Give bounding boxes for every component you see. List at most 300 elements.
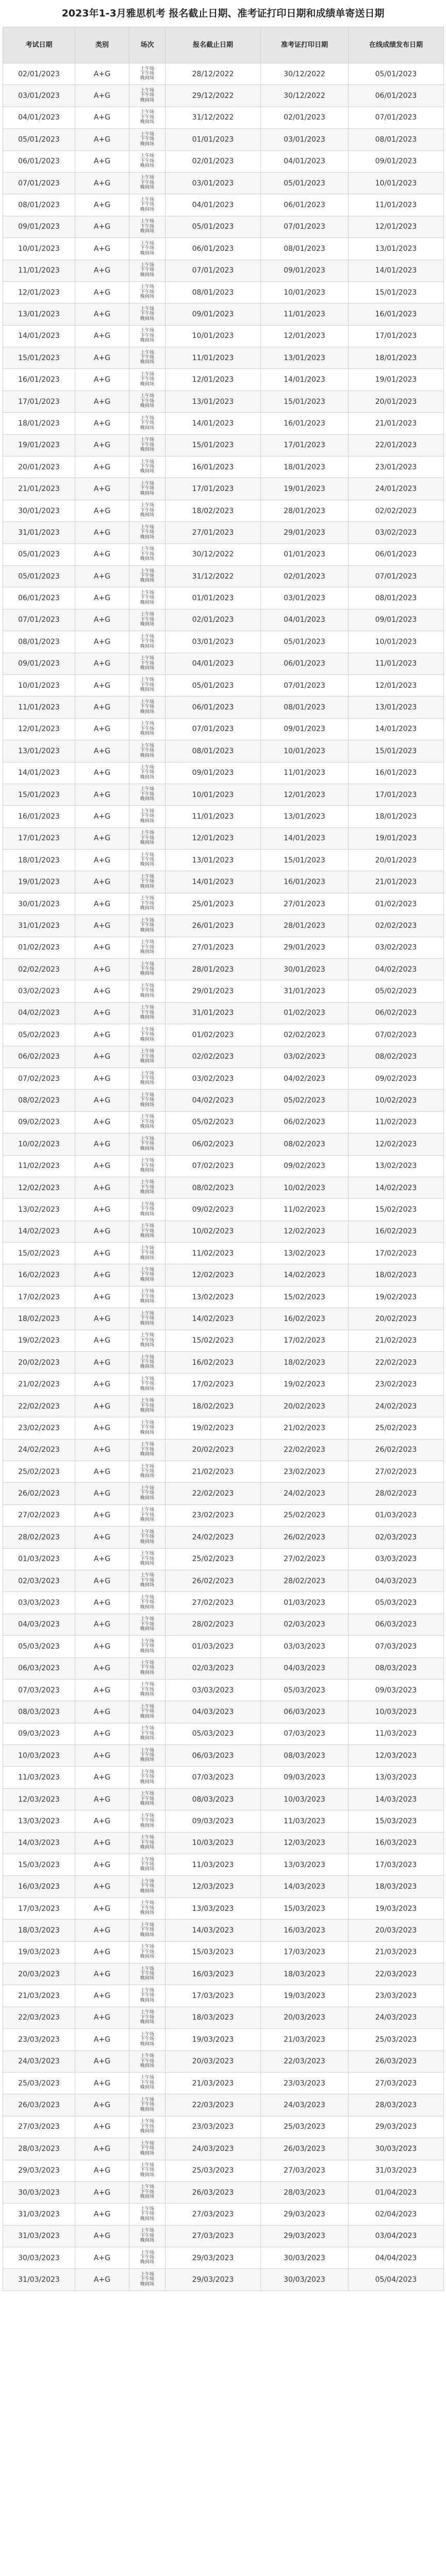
cell-result-date: 24/02/2023 (349, 1395, 444, 1417)
session-line: 晚间场 (140, 163, 154, 168)
session-line: 上午场 (140, 1071, 154, 1076)
cell-category: A+G (75, 1920, 129, 1941)
session-line: 上午场 (140, 415, 154, 421)
cell-registration-deadline: 20/03/2023 (166, 2050, 261, 2072)
cell-category: A+G (75, 172, 129, 194)
cell-registration-deadline: 15/01/2023 (166, 434, 261, 456)
cell-ticket-print-date: 08/03/2023 (261, 1745, 349, 1767)
session-line: 下午场 (140, 1534, 154, 1540)
session-line: 下午场 (140, 1075, 154, 1081)
cell-category: A+G (75, 1243, 129, 1264)
session-line: 下午场 (140, 1447, 154, 1452)
cell-registration-deadline: 10/01/2023 (166, 784, 261, 805)
cell-category: A+G (75, 959, 129, 980)
cell-session (129, 1788, 166, 1810)
session-line: 下午场 (140, 879, 154, 885)
cell-session (129, 1111, 166, 1133)
cell-category: A+G (75, 522, 129, 544)
cell-result-date: 05/02/2023 (349, 980, 444, 1002)
cell-exam-date: 31/03/2023 (3, 2269, 75, 2291)
session-line: 晚间场 (140, 360, 154, 365)
cell-ticket-print-date: 02/03/2023 (261, 1614, 349, 1635)
cell-category: A+G (75, 2225, 129, 2247)
session-line: 晚间场 (140, 1299, 154, 1304)
cell-registration-deadline: 16/03/2023 (166, 1963, 261, 1985)
cell-session (129, 2181, 166, 2203)
session-line: 下午场 (140, 158, 154, 164)
cell-session (129, 1832, 166, 1854)
cell-session (129, 1854, 166, 1876)
session-line: 上午场 (140, 677, 154, 683)
cell-registration-deadline: 22/03/2023 (166, 2094, 261, 2116)
cell-result-date: 20/02/2023 (349, 1308, 444, 1330)
cell-exam-date: 07/01/2023 (3, 609, 75, 631)
cell-result-date: 08/01/2023 (349, 587, 444, 609)
session-line: 上午场 (140, 197, 154, 202)
cell-ticket-print-date: 22/02/2023 (261, 1439, 349, 1461)
session-line: 下午场 (140, 682, 154, 688)
cell-category: A+G (75, 1636, 129, 1657)
session-line: 下午场 (140, 1840, 154, 1845)
table-body (3, 63, 444, 2291)
table-row (3, 500, 444, 521)
cell-category: A+G (75, 1614, 129, 1635)
session-line: 晚间场 (140, 1430, 154, 1435)
cell-result-date: 19/01/2023 (349, 827, 444, 849)
session-line: 上午场 (140, 241, 154, 246)
cell-category: A+G (75, 1067, 129, 1089)
table-row (3, 303, 444, 325)
session-line: 上午场 (140, 175, 154, 181)
cell-exam-date: 23/02/2023 (3, 1417, 75, 1439)
cell-ticket-print-date: 07/01/2023 (261, 216, 349, 238)
session-line: 晚间场 (140, 2238, 154, 2244)
cell-category: A+G (75, 2094, 129, 2116)
cell-ticket-print-date: 13/02/2023 (261, 1243, 349, 1264)
session-line: 晚间场 (140, 207, 154, 212)
session-line: 晚间场 (140, 120, 154, 125)
cell-ticket-print-date: 09/02/2023 (261, 1155, 349, 1177)
cell-session (129, 1745, 166, 1767)
cell-exam-date: 18/03/2023 (3, 1920, 75, 1941)
session-line: 上午场 (140, 437, 154, 443)
session-line: 下午场 (140, 114, 154, 120)
cell-registration-deadline: 09/01/2023 (166, 303, 261, 325)
session-line: 下午场 (140, 420, 154, 426)
cell-category: A+G (75, 1941, 129, 1963)
cell-category: A+G (75, 718, 129, 740)
cell-ticket-print-date: 19/01/2023 (261, 478, 349, 500)
cell-category: A+G (75, 1897, 129, 1919)
session-line: 上午场 (140, 503, 154, 509)
cell-exam-date: 11/01/2023 (3, 260, 75, 281)
cell-session (129, 1920, 166, 1941)
session-line: 下午场 (140, 93, 154, 98)
cell-session (129, 172, 166, 194)
session-line: 上午场 (140, 765, 154, 771)
table-row (3, 194, 444, 216)
session-line: 晚间场 (140, 1320, 154, 1326)
cell-exam-date: 01/03/2023 (3, 1548, 75, 1570)
cell-session (129, 63, 166, 85)
table-row (3, 1264, 444, 1286)
cell-result-date: 14/02/2023 (349, 1177, 444, 1198)
cell-registration-deadline: 05/03/2023 (166, 1723, 261, 1744)
session-line: 下午场 (140, 289, 154, 295)
cell-session (129, 1133, 166, 1155)
table-row (3, 85, 444, 107)
cell-category: A+G (75, 325, 129, 347)
cell-result-date: 09/01/2023 (349, 150, 444, 172)
cell-result-date: 08/03/2023 (349, 1657, 444, 1679)
session-line: 下午场 (140, 202, 154, 208)
cell-session (129, 1243, 166, 1264)
cell-registration-deadline: 08/03/2023 (166, 1788, 261, 1810)
cell-ticket-print-date: 30/01/2023 (261, 959, 349, 980)
cell-ticket-print-date: 06/01/2023 (261, 653, 349, 674)
table-row (3, 674, 444, 696)
session-line: 下午场 (140, 2189, 154, 2195)
session-line: 下午场 (140, 180, 154, 185)
session-line: 下午场 (140, 835, 154, 841)
cell-exam-date: 07/02/2023 (3, 1067, 75, 1089)
session-line: 上午场 (140, 787, 154, 792)
cell-session (129, 1417, 166, 1439)
cell-exam-date: 10/01/2023 (3, 674, 75, 696)
cell-session (129, 1024, 166, 1046)
cell-registration-deadline: 31/12/2022 (166, 565, 261, 587)
cell-session (129, 1155, 166, 1177)
cell-session (129, 697, 166, 718)
cell-exam-date: 04/03/2023 (3, 1614, 75, 1635)
session-line: 上午场 (140, 874, 154, 879)
session-line: 晚间场 (140, 731, 154, 737)
cell-session (129, 1046, 166, 1067)
cell-category: A+G (75, 478, 129, 500)
cell-session (129, 522, 166, 544)
session-line: 下午场 (140, 398, 154, 404)
cell-exam-date: 17/01/2023 (3, 391, 75, 412)
cell-result-date: 30/03/2023 (349, 2138, 444, 2160)
cell-registration-deadline: 10/02/2023 (166, 1221, 261, 1242)
cell-category: A+G (75, 1395, 129, 1417)
cell-registration-deadline: 17/01/2023 (166, 478, 261, 500)
cell-registration-deadline: 15/03/2023 (166, 1941, 261, 1963)
session-line: 上午场 (140, 88, 154, 93)
cell-result-date: 22/03/2023 (349, 1963, 444, 1985)
cell-session (129, 2072, 166, 2094)
session-line: 下午场 (140, 551, 154, 557)
cell-registration-deadline: 14/02/2023 (166, 1308, 261, 1330)
cell-registration-deadline: 11/03/2023 (166, 1854, 261, 1876)
cell-result-date: 21/03/2023 (349, 1941, 444, 1963)
cell-registration-deadline: 26/01/2023 (166, 915, 261, 937)
cell-registration-deadline: 17/02/2023 (166, 1374, 261, 1395)
cell-exam-date: 21/02/2023 (3, 1374, 75, 1395)
cell-registration-deadline: 31/01/2023 (166, 1002, 261, 1024)
table-row (3, 478, 444, 500)
cell-category: A+G (75, 1199, 129, 1221)
session-line: 晚间场 (140, 1932, 154, 1938)
session-line: 下午场 (140, 704, 154, 710)
cell-session (129, 740, 166, 762)
table-row (3, 565, 444, 587)
cell-category: A+G (75, 238, 129, 260)
cell-registration-deadline: 19/02/2023 (166, 1417, 261, 1439)
cell-category: A+G (75, 1024, 129, 1046)
session-line: 上午场 (140, 1005, 154, 1011)
cell-category: A+G (75, 1286, 129, 1308)
session-line: 下午场 (140, 1927, 154, 1933)
header-admission-ticket-print-date: 准考证打印日期 (261, 27, 349, 63)
cell-registration-deadline: 07/03/2023 (166, 1767, 261, 1788)
cell-session (129, 674, 166, 696)
cell-result-date: 13/03/2023 (349, 1767, 444, 1788)
session-line: 下午场 (140, 1600, 154, 1605)
table-row (3, 107, 444, 128)
table-row (3, 347, 444, 369)
table-row (3, 2138, 444, 2160)
session-line: 下午场 (140, 791, 154, 797)
cell-exam-date: 09/03/2023 (3, 1723, 75, 1744)
cell-category: A+G (75, 150, 129, 172)
cell-category: A+G (75, 369, 129, 391)
session-line: 下午场 (140, 1337, 154, 1343)
session-line: 上午场 (140, 1682, 154, 1688)
table-row (3, 1636, 444, 1657)
cell-ticket-print-date: 16/01/2023 (261, 871, 349, 893)
session-line: 上午场 (140, 1398, 154, 1404)
cell-ticket-print-date: 12/03/2023 (261, 1832, 349, 1854)
cell-ticket-print-date: 03/02/2023 (261, 1046, 349, 1067)
session-line: 晚间场 (140, 1364, 154, 1370)
cell-result-date: 19/01/2023 (349, 369, 444, 391)
cell-exam-date: 19/01/2023 (3, 871, 75, 893)
cell-registration-deadline: 14/03/2023 (166, 1920, 261, 1941)
session-line: 上午场 (140, 1704, 154, 1709)
cell-exam-date: 07/01/2023 (3, 172, 75, 194)
session-line: 下午场 (140, 355, 154, 361)
session-line: 下午场 (140, 1993, 154, 1998)
session-line: 晚间场 (140, 1604, 154, 1610)
cell-result-date: 05/03/2023 (349, 1592, 444, 1614)
cell-ticket-print-date: 04/03/2023 (261, 1657, 349, 1679)
cell-exam-date: 26/03/2023 (3, 2094, 75, 2116)
cell-result-date: 31/03/2023 (349, 2160, 444, 2181)
cell-registration-deadline: 23/03/2023 (166, 2116, 261, 2138)
cell-ticket-print-date: 17/02/2023 (261, 1330, 349, 1351)
cell-exam-date: 04/01/2023 (3, 107, 75, 128)
cell-category: A+G (75, 1570, 129, 1591)
cell-session (129, 150, 166, 172)
cell-result-date: 27/02/2023 (349, 1461, 444, 1483)
cell-ticket-print-date: 16/01/2023 (261, 413, 349, 434)
cell-result-date: 07/02/2023 (349, 1024, 444, 1046)
session-line: 晚间场 (140, 1255, 154, 1261)
session-line: 下午场 (140, 464, 154, 469)
cell-result-date: 28/02/2023 (349, 1483, 444, 1504)
cell-session (129, 2138, 166, 2160)
cell-registration-deadline: 25/03/2023 (166, 2160, 261, 2181)
session-line: 晚间场 (140, 1867, 154, 1872)
session-line: 下午场 (140, 1097, 154, 1103)
session-line: 上午场 (140, 2250, 154, 2256)
table-row (3, 260, 444, 281)
session-line: 下午场 (140, 748, 154, 754)
session-line: 上午场 (140, 481, 154, 486)
session-line: 上午场 (140, 1464, 154, 1469)
cell-result-date: 04/04/2023 (349, 2247, 444, 2269)
cell-category: A+G (75, 1504, 129, 1526)
cell-session (129, 2225, 166, 2247)
session-line: 晚间场 (140, 1823, 154, 1828)
cell-result-date: 12/01/2023 (349, 674, 444, 696)
cell-category: A+G (75, 762, 129, 784)
session-line: 晚间场 (140, 2107, 154, 2112)
cell-result-date: 21/01/2023 (349, 413, 444, 434)
cell-registration-deadline: 27/03/2023 (166, 2204, 261, 2225)
cell-category: A+G (75, 2204, 129, 2225)
session-line: 下午场 (140, 137, 154, 142)
cell-category: A+G (75, 347, 129, 369)
cell-registration-deadline: 29/12/2022 (166, 85, 261, 107)
cell-registration-deadline: 02/03/2023 (166, 1657, 261, 1679)
cell-registration-deadline: 21/02/2023 (166, 1461, 261, 1483)
session-line: 下午场 (140, 1010, 154, 1015)
session-line: 下午场 (140, 660, 154, 666)
cell-exam-date: 15/03/2023 (3, 1854, 75, 1876)
cell-category: A+G (75, 434, 129, 456)
table-row (3, 1352, 444, 1374)
cell-ticket-print-date: 20/02/2023 (261, 1395, 349, 1417)
table-row (3, 1177, 444, 1198)
cell-session (129, 260, 166, 281)
cell-registration-deadline: 06/01/2023 (166, 238, 261, 260)
cell-ticket-print-date: 04/01/2023 (261, 609, 349, 631)
session-line: 上午场 (140, 263, 154, 268)
table-row (3, 325, 444, 347)
cell-category: A+G (75, 2138, 129, 2160)
cell-registration-deadline: 28/01/2023 (166, 959, 261, 980)
session-line: 上午场 (140, 940, 154, 945)
session-line: 晚间场 (140, 1779, 154, 1785)
cell-ticket-print-date: 10/02/2023 (261, 1177, 349, 1198)
header-session: 场次 (129, 27, 166, 63)
session-line: 下午场 (140, 1643, 154, 1649)
cell-category: A+G (75, 1527, 129, 1548)
cell-category: A+G (75, 740, 129, 762)
table-row (3, 1854, 444, 1876)
cell-ticket-print-date: 25/02/2023 (261, 1504, 349, 1526)
table-row (3, 850, 444, 871)
table-row (3, 1439, 444, 1461)
cell-ticket-print-date: 29/01/2023 (261, 937, 349, 958)
session-line: 下午场 (140, 530, 154, 535)
cell-category: A+G (75, 1832, 129, 1854)
session-line: 下午场 (140, 1141, 154, 1147)
cell-ticket-print-date: 14/02/2023 (261, 1264, 349, 1286)
cell-result-date: 09/03/2023 (349, 1679, 444, 1701)
cell-exam-date: 24/03/2023 (3, 2050, 75, 2072)
session-line: 下午场 (140, 1731, 154, 1736)
cell-category: A+G (75, 1330, 129, 1351)
table-row (3, 456, 444, 478)
table-row (3, 1548, 444, 1570)
cell-result-date: 15/02/2023 (349, 1199, 444, 1221)
session-line: 上午场 (140, 306, 154, 312)
session-line: 上午场 (140, 219, 154, 225)
cell-exam-date: 13/01/2023 (3, 740, 75, 762)
cell-registration-deadline: 25/01/2023 (166, 893, 261, 914)
cell-result-date: 24/03/2023 (349, 2007, 444, 2028)
session-line: 下午场 (140, 1884, 154, 1889)
session-line: 晚间场 (140, 1845, 154, 1851)
cell-ticket-print-date: 10/01/2023 (261, 281, 349, 303)
cell-session (129, 762, 166, 784)
cell-session (129, 850, 166, 871)
cell-category: A+G (75, 587, 129, 609)
cell-exam-date: 17/01/2023 (3, 827, 75, 849)
cell-session (129, 1286, 166, 1308)
cell-session (129, 1767, 166, 1788)
session-line: 晚间场 (140, 993, 154, 998)
cell-result-date: 17/03/2023 (349, 1854, 444, 1876)
cell-exam-date: 12/01/2023 (3, 718, 75, 740)
cell-registration-deadline: 29/03/2023 (166, 2269, 261, 2291)
cell-ticket-print-date: 19/03/2023 (261, 1985, 349, 2007)
cell-result-date: 09/01/2023 (349, 609, 444, 631)
session-line: 上午场 (140, 2228, 154, 2234)
cell-registration-deadline: 19/03/2023 (166, 2029, 261, 2050)
cell-exam-date: 08/03/2023 (3, 1701, 75, 1723)
cell-session (129, 587, 166, 609)
session-line: 上午场 (140, 1966, 154, 1972)
session-line: 上午场 (140, 918, 154, 923)
session-line: 晚间场 (140, 1517, 154, 1523)
cell-registration-deadline: 26/03/2023 (166, 2181, 261, 2203)
cell-session (129, 107, 166, 128)
cell-result-date: 13/01/2023 (349, 697, 444, 718)
cell-category: A+G (75, 784, 129, 805)
session-line: 晚间场 (140, 687, 154, 693)
cell-category: A+G (75, 85, 129, 107)
cell-registration-deadline: 04/01/2023 (166, 194, 261, 216)
cell-ticket-print-date: 05/03/2023 (261, 1679, 349, 1701)
cell-category: A+G (75, 1046, 129, 1067)
session-line: 晚间场 (140, 2020, 154, 2025)
session-line: 上午场 (140, 1813, 154, 1819)
cell-category: A+G (75, 1352, 129, 1374)
table-row (3, 718, 444, 740)
cell-ticket-print-date: 03/03/2023 (261, 1636, 349, 1657)
cell-category: A+G (75, 806, 129, 827)
session-line: 上午场 (140, 743, 154, 749)
session-line: 下午场 (140, 770, 154, 775)
cell-exam-date: 16/01/2023 (3, 369, 75, 391)
session-line: 下午场 (140, 1032, 154, 1038)
session-line: 下午场 (140, 2037, 154, 2042)
cell-result-date: 14/01/2023 (349, 260, 444, 281)
cell-result-date: 20/01/2023 (349, 391, 444, 412)
session-line: 下午场 (140, 1119, 154, 1125)
cell-category: A+G (75, 937, 129, 958)
table-row (3, 2160, 444, 2181)
session-line: 晚间场 (140, 1670, 154, 1675)
cell-session (129, 1876, 166, 1897)
session-line: 下午场 (140, 1425, 154, 1431)
session-line: 上午场 (140, 1878, 154, 1884)
cell-registration-deadline: 20/02/2023 (166, 1439, 261, 1461)
